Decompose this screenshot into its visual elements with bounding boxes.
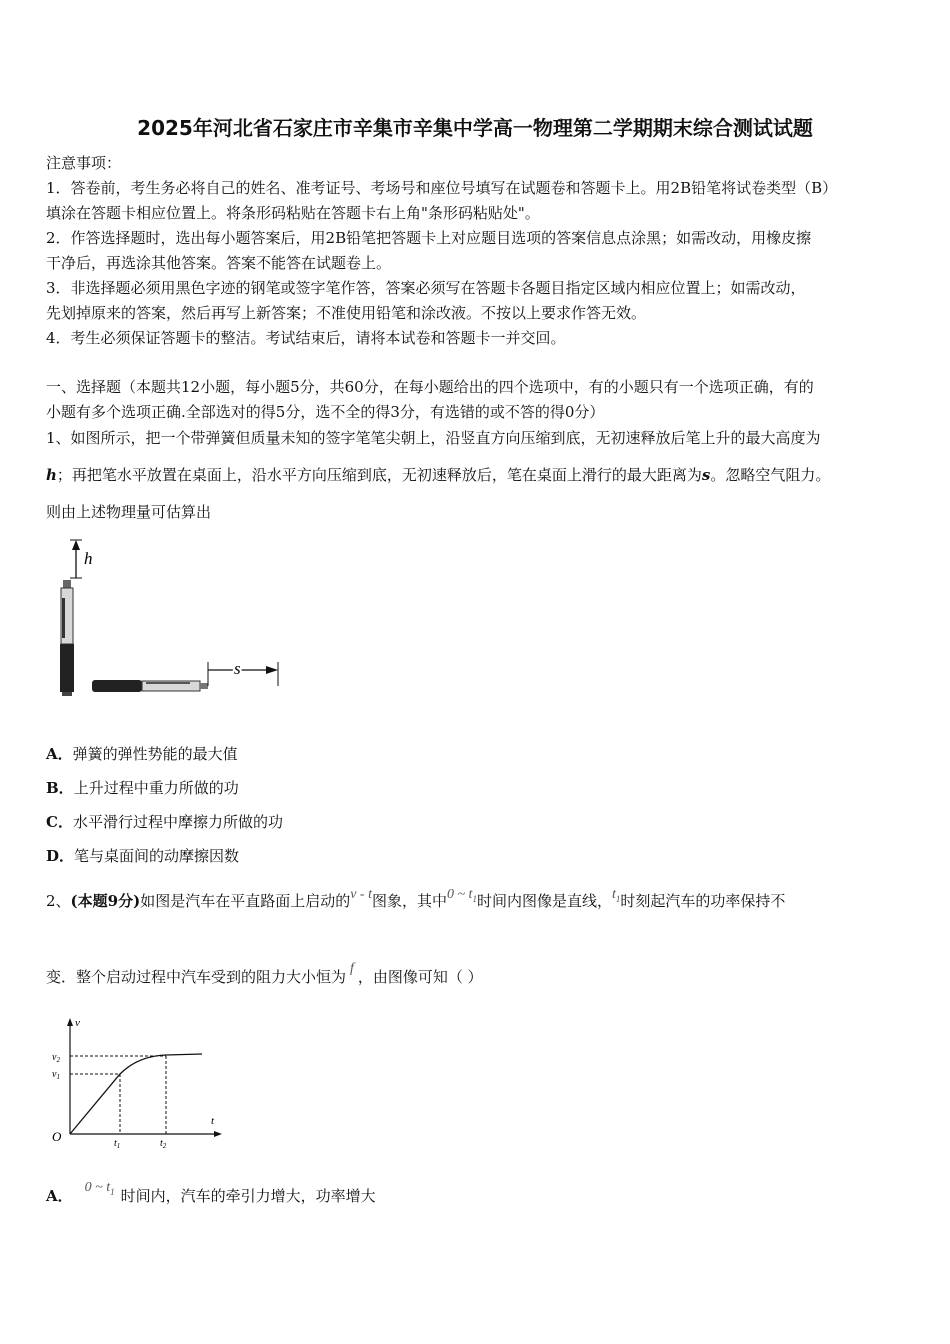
section-heading-line-2: 小题有多个选项正确.全部选对的得5分，选不全的得3分，有选错的或不答的得0分） bbox=[46, 403, 605, 421]
q1-option-d-text: 笔与桌面间的动摩擦因数 bbox=[74, 847, 240, 865]
q2-line-2 bbox=[46, 961, 483, 987]
q1-option-d bbox=[46, 845, 239, 866]
y-axis-label: v bbox=[75, 1017, 80, 1029]
q1-option-b-letter: B． bbox=[46, 779, 74, 797]
q2-option-a-text: 时间内，汽车的牵引力增大，功率增大 bbox=[120, 1187, 376, 1205]
v2-label bbox=[52, 1052, 60, 1064]
t1-symbol: t bbox=[114, 1138, 117, 1149]
q2-text-c: 时间内图像是直线， bbox=[476, 892, 612, 910]
q1-option-a bbox=[46, 743, 238, 764]
q2-option-a-math bbox=[73, 1180, 121, 1195]
q1-option-a-letter: A． bbox=[46, 745, 73, 763]
q2-math-f: f bbox=[350, 961, 354, 976]
q1-var-s: s bbox=[701, 466, 711, 484]
t1-label bbox=[114, 1138, 120, 1150]
v2-sub: 2 bbox=[56, 1056, 60, 1064]
v1-label bbox=[52, 1069, 60, 1081]
t2-label bbox=[160, 1138, 167, 1150]
q2-option-a-letter: A． bbox=[46, 1187, 73, 1205]
notice-line-7: 4．考生必须保证答题卡的整洁。考试结束后，请将本试卷和答题卡一并交回。 bbox=[46, 329, 566, 347]
q2-line-1 bbox=[46, 887, 786, 912]
notice-heading: 注意事项： bbox=[46, 154, 122, 172]
v2-symbol: v bbox=[52, 1052, 57, 1063]
q2-math-t1-sub: 1 bbox=[615, 893, 621, 904]
q2-points: (本题9分) bbox=[70, 892, 141, 910]
q2-math-vt: v - t bbox=[350, 887, 372, 902]
q2-math-0-t1 bbox=[447, 887, 477, 902]
notice-line-6: 先划掉原来的答案，然后再写上新答案；不准使用铅笔和涂改液。不按以上要求作答无效。 bbox=[46, 304, 647, 322]
t1-sub: 1 bbox=[116, 1142, 121, 1150]
q1-var-h: h bbox=[46, 466, 57, 484]
x-axis-arrow bbox=[214, 1131, 222, 1137]
notice-line-2: 填涂在答题卡相应位置上。将条形码粘贴在答题卡右上角"条形码粘贴处"。 bbox=[46, 204, 540, 222]
q2-text-a: 如图是汽车在平直路面上启动的 bbox=[140, 892, 351, 910]
q1-line-2 bbox=[46, 464, 830, 485]
horizontal-pen bbox=[92, 680, 208, 692]
notice-line-1: 1．答卷前，考生务必将自己的姓名、准考证号、考场号和座位号填写在试题卷和答题卡上。用2B铅笔将试卷类型（B） bbox=[46, 179, 838, 197]
origin-label: O bbox=[52, 1129, 62, 1144]
page-title: 2025年河北省石家庄市辛集市辛集中学高一物理第二学期期末综合测试试题 bbox=[137, 116, 813, 140]
q1-option-c-letter: C． bbox=[46, 813, 73, 831]
label-s: s bbox=[234, 659, 241, 678]
q1-option-c-text: 水平滑行过程中摩擦力所做的功 bbox=[72, 813, 283, 831]
vertical-pen bbox=[60, 580, 74, 696]
q2-text-b: 图象，其中 bbox=[371, 892, 447, 910]
height-arrow-head bbox=[72, 540, 80, 550]
section-heading-line-1: 一、选择题（本题共12小题，每小题5分，共60分，在每小题给出的四个选项中，有的小题只有一个选项正确，有的 bbox=[46, 378, 814, 396]
q2-math-sub-1: 1 bbox=[472, 893, 477, 904]
q2-math-t: t bbox=[611, 887, 616, 902]
q1-option-c bbox=[46, 811, 283, 832]
q1-option-b-text: 上升过程中重力所做的功 bbox=[73, 779, 239, 797]
q2-vt-graph bbox=[46, 1010, 226, 1150]
q1-option-b bbox=[46, 777, 239, 798]
q1-option-d-letter: D． bbox=[46, 847, 75, 865]
t2-sub: 2 bbox=[162, 1142, 167, 1150]
y-axis-arrow bbox=[67, 1018, 73, 1026]
q1-line-2-text-b: 。忽略空气阻力。 bbox=[710, 466, 831, 484]
notice-line-3: 2．作答选择题时，选出每小题答案后，用2B铅笔把答题卡上对应题目选项的答案信息点涂黑；如需改动，用橡皮擦 bbox=[46, 229, 812, 247]
q2-line-2-text-b: ，由图像可知（ ） bbox=[357, 968, 483, 986]
q2-line-2-text-a: 变．整个启动过程中汽车受到的阻力大小恒为 bbox=[46, 968, 347, 986]
t2-symbol: t bbox=[160, 1138, 163, 1149]
q1-option-a-text: 弹簧的弹性势能的最大值 bbox=[72, 745, 238, 763]
q2-option-a bbox=[46, 1180, 376, 1207]
q2-math-t1 bbox=[612, 887, 620, 902]
q1-line-3: 则由上述物理量可估算出 bbox=[46, 503, 212, 521]
q2-option-a-math-sub: 1 bbox=[110, 1186, 115, 1197]
notice-line-5: 3．非选择题必须用黑色字迹的钢笔或签字笔作答，答案必须写在答题卡各题目指定区域内相应位置上；如需改动， bbox=[46, 279, 806, 297]
q1-pen-figure bbox=[46, 534, 286, 699]
q1-line-1: 1、如图所示，把一个带弹簧但质量未知的签字笔笔尖朝上，沿竖直方向压缩到底，无初速释放后笔上升的最大高度为 bbox=[46, 429, 821, 447]
label-h: h bbox=[84, 549, 93, 568]
q2-option-a-math-0-t: 0 ~ t bbox=[84, 1180, 111, 1195]
q1-line-2-text-a: ；再把笔水平放置在桌面上，沿水平方向压缩到底，无初速释放后，笔在桌面上滑行的最大距离为 bbox=[56, 466, 702, 484]
notice-line-4: 干净后，再选涂其他答案。答案不能答在试题卷上。 bbox=[46, 254, 392, 272]
v1-symbol: v bbox=[52, 1069, 57, 1080]
q2-number: 2、 bbox=[46, 892, 71, 910]
q2-math-0-t: 0 ~ t bbox=[446, 887, 473, 902]
q2-text-d: 时刻起汽车的功率保持不 bbox=[620, 892, 786, 910]
velocity-curve bbox=[70, 1054, 202, 1134]
x-axis-label: t bbox=[211, 1115, 215, 1127]
v1-sub: 1 bbox=[56, 1073, 60, 1081]
distance-arrow-head bbox=[266, 666, 278, 674]
